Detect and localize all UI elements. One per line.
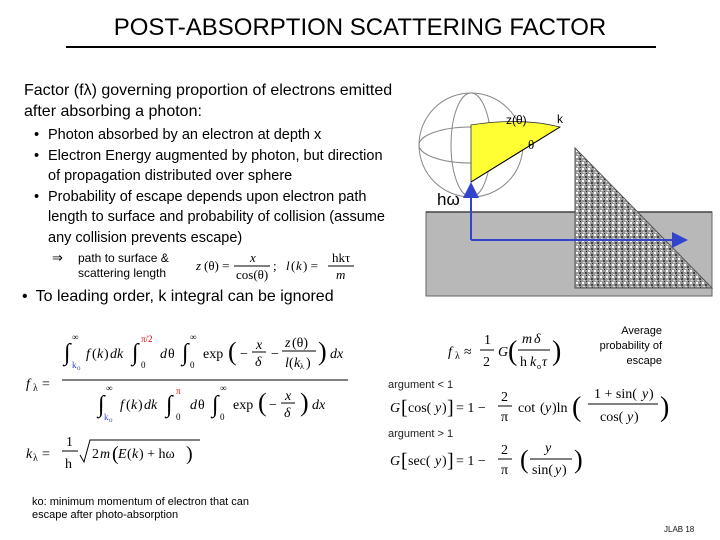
svg-text:2: 2: [501, 390, 508, 405]
svg-text:θ: θ: [168, 347, 175, 362]
svg-text:k: k: [104, 412, 109, 422]
svg-text:d: d: [190, 398, 197, 413]
svg-text:): ): [138, 398, 143, 413]
svg-text:λ: λ: [33, 453, 38, 464]
svg-text:∫: ∫: [132, 340, 139, 366]
svg-text:): ): [649, 387, 654, 402]
svg-text:k: k: [296, 258, 302, 273]
svg-text:y: y: [642, 387, 649, 402]
svg-text:∫: ∫: [98, 392, 105, 418]
bullet-dot-icon: •: [22, 288, 28, 305]
svg-text:(: (: [112, 443, 119, 465]
intro-text: Factor (fλ) governing proportion of electrons emitted after absorbing a photon:: [24, 82, 393, 120]
svg-text:x: x: [256, 338, 263, 353]
svg-text:≈: ≈: [464, 345, 472, 360]
svg-text:E: E: [118, 447, 127, 462]
svg-text:−: −: [240, 347, 248, 362]
average-probability-equation: [448, 332, 561, 371]
svg-text:k: k: [530, 355, 537, 370]
svg-text:): ): [562, 463, 567, 478]
svg-text:cot: cot: [518, 401, 536, 416]
svg-text:=: =: [42, 377, 50, 392]
svg-text:(θ) =: (θ) =: [204, 258, 230, 273]
svg-text:k: k: [131, 398, 138, 413]
svg-text:y: y: [545, 401, 552, 416]
svg-text:): ): [300, 388, 309, 417]
svg-text:): ): [552, 336, 562, 367]
svg-text:∫: ∫: [64, 340, 71, 366]
svg-text:y: y: [555, 463, 562, 478]
svg-text:): ): [318, 337, 327, 366]
bullet-item: • Electron Energy augmented by photon, but direction of propagation distributed over sphere: [32, 146, 392, 187]
argument-lt-label: argument < 1: [388, 379, 454, 391]
svg-text:exp: exp: [233, 398, 254, 413]
svg-text:1: 1: [484, 333, 491, 348]
svg-text:l: l: [285, 356, 289, 371]
page-title: POST-ABSORPTION SCATTERING FACTOR: [113, 14, 607, 41]
svg-text:k: k: [132, 447, 139, 462]
svg-text:(: (: [520, 445, 529, 474]
svg-text:): ): [574, 445, 583, 474]
k-lambda-equation: [26, 435, 200, 472]
svg-text:f: f: [26, 377, 30, 392]
svg-text:dx: dx: [312, 398, 326, 413]
theta-sector: [471, 121, 560, 182]
svg-text:k: k: [97, 347, 104, 362]
svg-text:δ: δ: [284, 406, 291, 421]
svg-text:sin(: sin(: [532, 463, 553, 478]
svg-text:o: o: [77, 364, 81, 372]
argument-gt-label: argument > 1: [388, 428, 454, 440]
f-lambda-equation: [26, 332, 348, 424]
svg-text:−: −: [271, 347, 279, 362]
svg-text:y: y: [435, 401, 442, 416]
svg-text:G: G: [498, 345, 509, 360]
theta-label: θ: [528, 137, 535, 152]
svg-text:m: m: [522, 332, 533, 347]
svg-text:cos(θ): cos(θ): [236, 267, 269, 282]
svg-text:G: G: [390, 401, 401, 416]
svg-text:o: o: [537, 362, 541, 371]
svg-text:o: o: [109, 416, 113, 424]
svg-text:) =: ) =: [303, 258, 318, 273]
svg-text:(: (: [126, 398, 131, 413]
svg-text:∞: ∞: [106, 383, 113, 393]
svg-text:(: (: [540, 401, 545, 416]
svg-text:): ): [442, 401, 447, 416]
svg-text:(: (: [572, 392, 582, 423]
svg-text:0: 0: [176, 412, 181, 422]
svg-text:= 1 −: = 1 −: [456, 454, 486, 469]
svg-text:sec(: sec(: [408, 454, 431, 469]
svg-text:(: (: [508, 336, 518, 367]
svg-text:k: k: [294, 356, 301, 371]
svg-text:(: (: [289, 356, 294, 371]
svg-text:[: [: [401, 397, 408, 419]
g-sec-equation: [390, 441, 583, 478]
lead-bullet-text: To leading order, k integral can be ignored: [35, 288, 334, 305]
svg-text:(: (: [127, 447, 132, 462]
svg-text:z: z: [196, 258, 202, 273]
svg-text:∞: ∞: [220, 383, 227, 393]
svg-text:k: k: [26, 447, 33, 462]
svg-text:]: ]: [447, 450, 454, 472]
svg-text:x: x: [285, 389, 292, 404]
svg-text:(: (: [228, 337, 237, 366]
svg-text:δ: δ: [255, 355, 262, 370]
svg-text:π/2: π/2: [141, 334, 153, 344]
average-probability-label: Average probability of escape: [599, 325, 662, 367]
path-length-formulas: [195, 250, 354, 282]
svg-text:(θ): (θ): [292, 336, 309, 351]
svg-text:1 + sin(: 1 + sin(: [594, 387, 637, 402]
k-label: k: [557, 112, 563, 126]
svg-text:cos(: cos(: [600, 410, 624, 425]
svg-text:π: π: [501, 463, 509, 478]
svg-text:(: (: [291, 258, 296, 273]
svg-text:h: h: [65, 457, 72, 472]
svg-text:f: f: [448, 345, 452, 360]
svg-text:0: 0: [141, 360, 146, 370]
svg-text:z: z: [285, 336, 291, 351]
svg-text:y: y: [545, 441, 552, 456]
svg-text:l: l: [286, 258, 290, 273]
svg-text:y: y: [435, 454, 442, 469]
svg-text:=: =: [42, 447, 50, 462]
svg-text:): ): [104, 347, 109, 362]
svg-text:x: x: [250, 250, 256, 265]
svg-text:)ln: )ln: [552, 401, 568, 416]
svg-text:) + hω: ) + hω: [139, 447, 175, 462]
svg-text:2: 2: [92, 447, 99, 462]
svg-text:y: y: [627, 410, 634, 425]
svg-text:∞: ∞: [190, 332, 197, 342]
svg-text:hkτ: hkτ: [332, 250, 351, 265]
bullet-item: • Photon absorbed by an electron at depth x: [32, 125, 392, 146]
svg-text:[: [: [401, 450, 408, 472]
svg-text:k: k: [72, 360, 77, 370]
svg-text:−: −: [269, 398, 277, 413]
svg-text:f: f: [86, 347, 90, 362]
svg-text:0: 0: [190, 360, 195, 370]
svg-text:dk: dk: [144, 398, 158, 413]
svg-text:f: f: [120, 398, 124, 413]
svg-text:(: (: [258, 388, 267, 417]
svg-text:∫: ∫: [166, 392, 173, 418]
svg-text:): ): [186, 443, 193, 465]
g-cos-equation: [390, 387, 669, 425]
svg-text:): ): [306, 356, 311, 371]
ko-footnote: ko: minimum momentum of electron that can escape after photo-absorption: [32, 496, 250, 521]
svg-text:G: G: [390, 454, 401, 469]
svg-text:τ: τ: [542, 355, 548, 370]
svg-text:λ: λ: [300, 362, 304, 371]
svg-text:): ): [442, 454, 447, 469]
z-theta-label: z(θ): [506, 113, 527, 127]
svg-text:∫: ∫: [212, 392, 219, 418]
implies-arrow-icon: ⇒: [52, 250, 63, 265]
svg-text:m: m: [100, 447, 111, 462]
svg-text:exp: exp: [203, 347, 224, 362]
svg-text:dx: dx: [330, 347, 344, 362]
svg-text:): ): [660, 392, 670, 423]
svg-text:π: π: [176, 386, 181, 396]
svg-text:δ: δ: [534, 332, 541, 347]
svg-text:m: m: [336, 267, 346, 282]
svg-text:∫: ∫: [182, 340, 189, 366]
bullet-item: • Probability of escape depends upon electron path length to surface and probability of collision (assume any collision prevents escape): [32, 187, 392, 249]
svg-text:λ: λ: [455, 351, 460, 362]
svg-text:π: π: [501, 410, 509, 425]
svg-text:= 1 −: = 1 −: [456, 401, 486, 416]
svg-text:1: 1: [66, 435, 73, 450]
h-omega-label: hω: [437, 190, 460, 209]
svg-text:2: 2: [501, 443, 508, 458]
svg-text:d: d: [160, 347, 167, 362]
svg-text:;: ;: [273, 258, 277, 273]
svg-text:(: (: [92, 347, 97, 362]
svg-text:cos(: cos(: [408, 401, 432, 416]
svg-text:): ): [634, 410, 639, 425]
svg-text:dk: dk: [110, 347, 124, 362]
svg-text:θ: θ: [198, 398, 205, 413]
footer-label: JLAB 18: [664, 525, 695, 534]
svg-text:2: 2: [483, 355, 490, 370]
svg-text:0: 0: [220, 412, 225, 422]
svg-text:∞: ∞: [72, 332, 79, 342]
svg-text:h: h: [520, 355, 527, 370]
sub-bullet-text: path to surface & scattering length: [78, 251, 169, 280]
svg-text:λ: λ: [33, 383, 38, 394]
svg-text:]: ]: [447, 397, 454, 419]
